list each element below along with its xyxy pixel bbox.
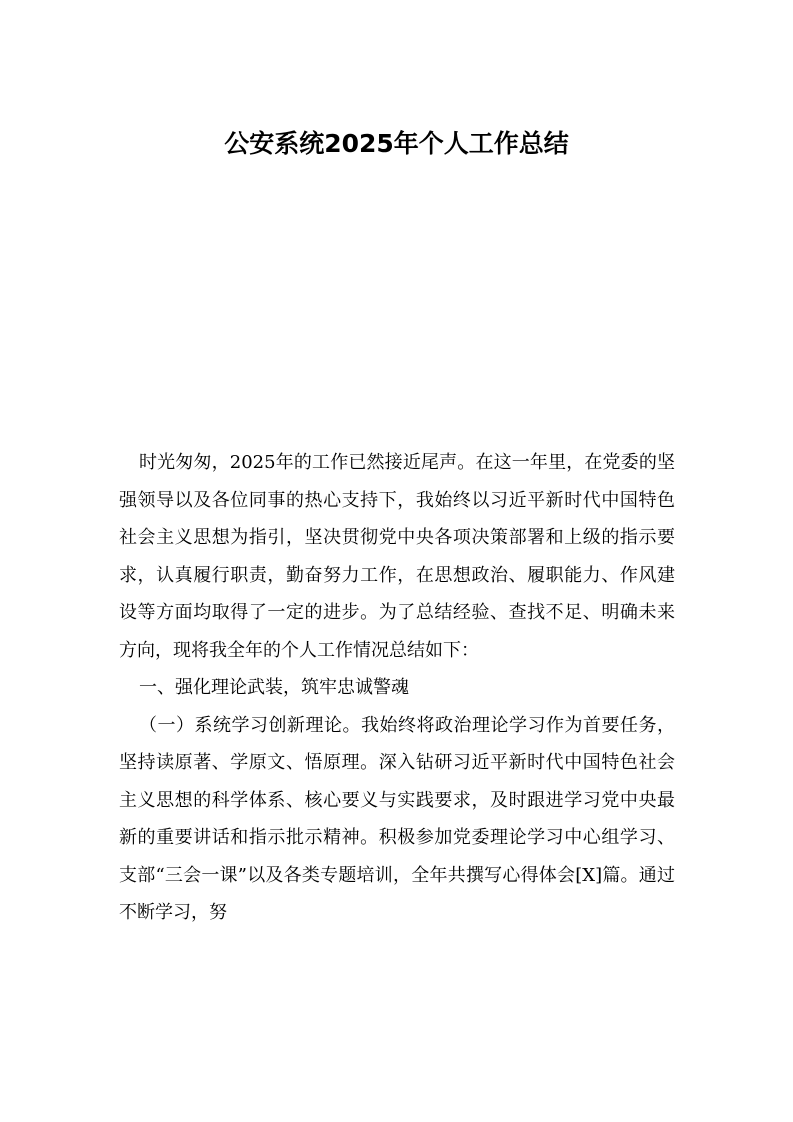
paragraph-intro: 时光匆匆，2025年的工作已然接近尾声。在这一年里，在党委的坚强领导以及各位同事的热心支持下，我始终以习近平新时代中国特色社会主义思想为指引，坚决贯彻党中央各项决策部署和上级的指示要求，认真履行职责，勤奋努力工作，在思想政治、履职能力、作风建设等方面均取得了一定的进步。为了总结经验、查找不足、明确未来方向，现将我全年的个人工作情况总结如下： <box>119 452 675 661</box>
document-body <box>119 444 675 932</box>
section-heading-1: 一、强化理论武装，筑牢忠诚警魂 <box>139 677 409 698</box>
paragraph-1-1: （一）系统学习创新理论。我始终将政治理论学习作为首要任务，坚持读原著、学原文、悟原理。深入钻研习近平新时代中国特色社会主义思想的科学体系、核心要义与实践要求，及时跟进学习党中央最新的重要讲话和指示批示精神。积极参加党委理论学习中心组学习、支部“三会一课”以及各类专题培训，全年共撰写心得体会[X]篇。通过不断学习，努 <box>119 714 675 923</box>
document-title: 公安系统2025年个人工作总结 <box>224 129 569 158</box>
